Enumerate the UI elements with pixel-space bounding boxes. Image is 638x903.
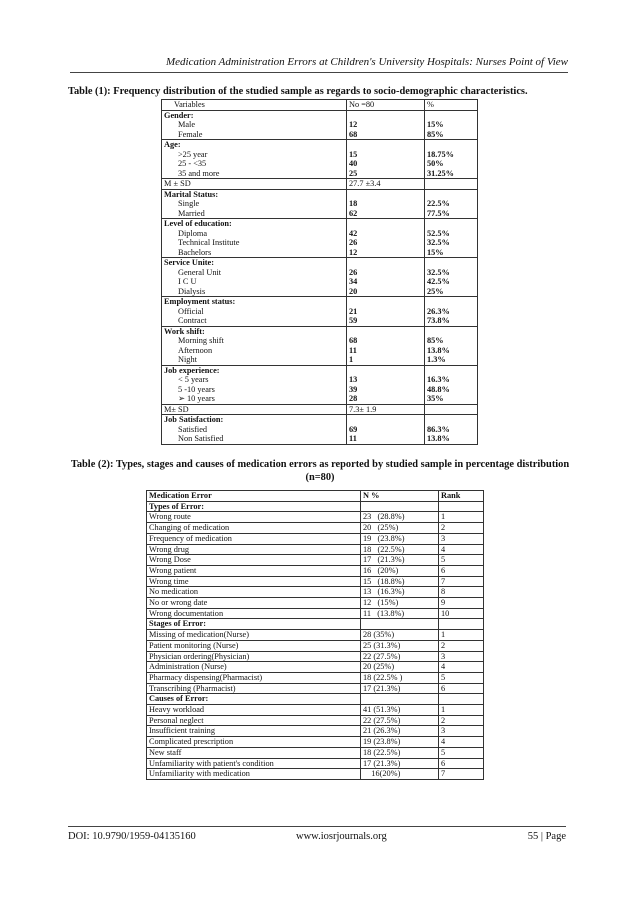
row-percent: 35%	[427, 394, 444, 403]
header-row	[147, 491, 484, 502]
table-row	[147, 683, 484, 694]
error-count: 11 (13.8%)	[361, 608, 439, 619]
spacer	[427, 327, 475, 337]
group-percents-cell	[425, 365, 478, 404]
error-label: No medication	[147, 587, 361, 598]
empty-cell	[361, 694, 439, 705]
table-row	[147, 565, 484, 576]
empty-cell	[361, 501, 439, 512]
row-count: 40	[349, 159, 358, 168]
demographics-table	[161, 99, 478, 445]
row-percent: 25%	[427, 286, 444, 296]
group-labels-cell	[162, 297, 347, 327]
group-percents-cell	[425, 140, 478, 179]
group-labels-cell	[162, 258, 347, 297]
row-label: I C U	[178, 277, 197, 286]
group-row	[162, 219, 478, 258]
error-label: Heavy workload	[147, 705, 361, 716]
stat-value: 7.3± 1.9	[347, 404, 425, 415]
group-row	[162, 179, 478, 190]
row-label: Single	[178, 199, 200, 208]
row-label: General Unit	[178, 267, 222, 277]
group-title: Job experience:	[164, 365, 220, 375]
spacer	[427, 297, 475, 307]
group-counts-cell	[347, 415, 425, 445]
error-count: 25 (31.3%)	[361, 640, 439, 651]
table-row	[147, 512, 484, 523]
row-label: Male	[178, 120, 196, 129]
row-label: ➢ 10 years	[178, 394, 215, 403]
group-counts-cell	[347, 326, 425, 365]
group-row	[162, 140, 478, 179]
row-percent: 26.3%	[427, 306, 450, 316]
table-row	[147, 587, 484, 598]
error-label: Patient monitoring (Nurse)	[147, 640, 361, 651]
error-rank: 8	[439, 587, 484, 598]
group-percents-cell	[425, 110, 478, 140]
error-rank: 2	[439, 715, 484, 726]
stat-label: M ± SD	[162, 179, 347, 190]
group-row	[162, 297, 478, 327]
error-label: Unfamiliarity with medication	[147, 769, 361, 780]
error-count: 19 (23.8%)	[361, 737, 439, 748]
error-label: Missing of medication(Nurse)	[147, 630, 361, 641]
error-rank: 6	[439, 565, 484, 576]
group-labels-cell	[162, 326, 347, 365]
group-percents-cell	[425, 189, 478, 219]
row-percent: 85%	[427, 129, 444, 139]
spacer	[427, 140, 475, 150]
error-label: Unfamiliarity with patient's condition	[147, 758, 361, 769]
row-percent: 15%	[427, 247, 444, 257]
table1-caption: Table (1): Frequency distribution of the studied sample as regards to socio-demographic characteristics.	[68, 86, 528, 97]
stat-label: M± SD	[162, 404, 347, 415]
group-title: Level of education:	[164, 219, 232, 228]
row-label: Night	[178, 355, 197, 364]
row-percent: 13.8%	[427, 345, 450, 355]
group-labels-cell	[162, 110, 347, 140]
spacer	[349, 111, 422, 121]
row-label: 5 -10 years	[178, 384, 215, 394]
table-row	[147, 769, 484, 780]
column-header: No =80	[347, 100, 425, 111]
error-rank: 2	[439, 523, 484, 534]
group-counts-cell	[347, 189, 425, 219]
error-count: 28 (35%)	[361, 630, 439, 641]
row-percent: 42.5%	[427, 277, 450, 286]
empty-cell	[425, 179, 478, 190]
spacer	[349, 297, 422, 307]
error-rank: 3	[439, 533, 484, 544]
group-counts-cell	[347, 110, 425, 140]
error-label: Transcribing (Pharmacist)	[147, 683, 361, 694]
row-label: Bachelors	[178, 247, 212, 257]
error-count: 16 (20%)	[361, 565, 439, 576]
group-percents-cell	[425, 297, 478, 327]
error-count: 18 (22.5%)	[361, 544, 439, 555]
error-count: 22 (27.5%)	[361, 715, 439, 726]
row-percent: 85%	[427, 336, 444, 345]
error-label: No or wrong date	[147, 598, 361, 609]
error-count: 19 (23.8%)	[361, 533, 439, 544]
error-count: 15 (18.8%)	[361, 576, 439, 587]
row-count: 42	[349, 228, 358, 238]
group-title: Employment status:	[164, 297, 236, 306]
group-percents-cell	[425, 258, 478, 297]
error-rank: 7	[439, 576, 484, 587]
error-rank: 9	[439, 598, 484, 609]
row-count: 39	[349, 384, 358, 394]
row-label: Non Satisfied	[178, 434, 224, 443]
empty-cell	[439, 501, 484, 512]
error-label: Wrong Dose	[147, 555, 361, 566]
row-percent: 31.25%	[427, 168, 454, 178]
row-count: 11	[349, 434, 357, 443]
table-row	[147, 715, 484, 726]
error-count: 13 (16.3%)	[361, 587, 439, 598]
error-count: 18 (22.5% )	[361, 672, 439, 683]
row-count: 12	[349, 120, 358, 129]
group-row	[162, 258, 478, 297]
row-label: Female	[178, 129, 203, 139]
error-label: Wrong route	[147, 512, 361, 523]
error-rank: 6	[439, 683, 484, 694]
row-label: Dialysis	[178, 286, 206, 296]
row-label: Satisfied	[178, 424, 208, 434]
group-row	[162, 110, 478, 140]
row-count: 25	[349, 168, 358, 178]
group-counts-cell	[347, 365, 425, 404]
table2-caption: Table (2): Types, stages and causes of medication errors as reported by studied sample in percentage distribution (n=80)	[70, 459, 570, 483]
table-row	[147, 758, 484, 769]
section-row	[147, 694, 484, 705]
row-label: 25 - <35	[178, 159, 207, 168]
section-title: Types of Error:	[147, 501, 361, 512]
group-title: Marital Status:	[164, 189, 219, 199]
error-count: 23 (28.8%)	[361, 512, 439, 523]
spacer	[349, 327, 422, 337]
section-title: Causes of Error:	[147, 694, 361, 705]
spacer	[349, 219, 422, 229]
group-labels-cell	[162, 189, 347, 219]
error-label: New staff	[147, 747, 361, 758]
empty-cell	[439, 619, 484, 630]
error-label: Wrong documentation	[147, 608, 361, 619]
error-rank: 4	[439, 544, 484, 555]
row-percent: 50%	[427, 159, 444, 168]
error-label: Changing of medication	[147, 523, 361, 534]
row-count: 12	[349, 247, 358, 257]
error-count: 20 (25%)	[361, 662, 439, 673]
row-percent: 1.3%	[427, 355, 446, 364]
row-percent: 13.8%	[427, 434, 450, 443]
group-title: Service Unite:	[164, 258, 214, 267]
section-row	[147, 619, 484, 630]
row-percent: 86.3%	[427, 424, 450, 434]
error-rank: 10	[439, 608, 484, 619]
group-percents-cell	[425, 326, 478, 365]
error-rank: 6	[439, 758, 484, 769]
row-count: 20	[349, 286, 358, 296]
group-row	[162, 189, 478, 219]
group-title: Age:	[164, 140, 181, 149]
error-label: Administration (Nurse)	[147, 662, 361, 673]
footer-url: www.iosrjournals.org	[296, 831, 387, 842]
table-row	[147, 747, 484, 758]
row-percent: 77.5%	[427, 208, 450, 218]
group-row	[162, 404, 478, 415]
spacer	[349, 258, 422, 268]
error-rank: 5	[439, 747, 484, 758]
error-count: 18 (22.5%)	[361, 747, 439, 758]
spacer	[427, 190, 475, 200]
running-header: Medication Administration Errors at Children's University Hospitals: Nurses Point of View	[70, 56, 568, 73]
table-row	[147, 533, 484, 544]
medication-errors-table	[146, 490, 484, 780]
column-header: Medication Error	[147, 491, 361, 502]
spacer	[349, 190, 422, 200]
row-percent: 32.5%	[427, 267, 450, 277]
column-header: Variables	[162, 100, 347, 111]
spacer	[427, 366, 475, 376]
row-count: 11	[349, 345, 357, 355]
error-label: Frequency of medication	[147, 533, 361, 544]
group-percents-cell	[425, 219, 478, 258]
table-row	[147, 630, 484, 641]
group-title: Job Satisfaction:	[164, 415, 224, 424]
table-row	[147, 662, 484, 673]
error-rank: 2	[439, 640, 484, 651]
header-row	[162, 100, 478, 111]
error-label: Pharmacy dispensing(Pharmacist)	[147, 672, 361, 683]
group-counts-cell	[347, 219, 425, 258]
row-label: Technical Institute	[178, 238, 240, 247]
row-label: Afternoon	[178, 345, 213, 355]
error-count: 41 (51.3%)	[361, 705, 439, 716]
row-percent: 52.5%	[427, 228, 450, 238]
row-label: Morning shift	[178, 336, 224, 345]
table-row	[147, 598, 484, 609]
page-footer	[68, 826, 566, 847]
row-percent: 16.3%	[427, 375, 450, 384]
empty-cell	[425, 404, 478, 415]
row-count: 26	[349, 267, 358, 277]
spacer	[427, 219, 475, 229]
table-row	[147, 576, 484, 587]
group-counts-cell	[347, 297, 425, 327]
spacer	[427, 415, 475, 425]
spacer	[349, 415, 422, 425]
group-row	[162, 365, 478, 404]
spacer	[349, 366, 422, 376]
row-percent: 22.5%	[427, 199, 450, 208]
row-count: 28	[349, 394, 358, 403]
error-label: Physician ordering(Physician)	[147, 651, 361, 662]
table-row	[147, 523, 484, 534]
row-count: 62	[349, 208, 358, 218]
table-row	[147, 640, 484, 651]
group-labels-cell	[162, 140, 347, 179]
table-row	[147, 737, 484, 748]
row-percent: 48.8%	[427, 384, 450, 394]
error-count: 17 (21.3%)	[361, 758, 439, 769]
group-row	[162, 326, 478, 365]
row-count: 68	[349, 129, 358, 139]
error-rank: 1	[439, 512, 484, 523]
row-percent: 18.75%	[427, 149, 454, 159]
row-count: 15	[349, 149, 358, 159]
error-label: Wrong patient	[147, 565, 361, 576]
stat-value: 27.7 ±3.4	[347, 179, 425, 190]
row-percent: 73.8%	[427, 316, 450, 325]
group-percents-cell	[425, 415, 478, 445]
group-labels-cell	[162, 219, 347, 258]
group-counts-cell	[347, 258, 425, 297]
empty-cell	[361, 619, 439, 630]
error-count: 17 (21.3%)	[361, 555, 439, 566]
error-label: Complicated prescription	[147, 737, 361, 748]
group-counts-cell	[347, 140, 425, 179]
table-row	[147, 544, 484, 555]
row-count: 34	[349, 277, 358, 286]
spacer	[349, 140, 422, 150]
table-row	[147, 705, 484, 716]
footer-doi: DOI: 10.9790/1959-04135160	[68, 831, 196, 842]
table-row	[147, 651, 484, 662]
section-row	[147, 501, 484, 512]
error-rank: 7	[439, 769, 484, 780]
row-count: 13	[349, 375, 358, 384]
row-label: Diploma	[178, 228, 208, 238]
column-header: %	[425, 100, 478, 111]
error-count: 12 (15%)	[361, 598, 439, 609]
row-label: < 5 years	[178, 375, 209, 384]
group-row	[162, 415, 478, 445]
error-rank: 1	[439, 705, 484, 716]
row-label: Official	[178, 306, 204, 316]
footer-page-number: 55 | Page	[527, 831, 566, 842]
error-rank: 5	[439, 672, 484, 683]
table-row	[147, 608, 484, 619]
row-percent: 32.5%	[427, 238, 450, 247]
row-count: 26	[349, 238, 358, 247]
error-rank: 3	[439, 726, 484, 737]
column-header: N %	[361, 491, 439, 502]
error-rank: 4	[439, 737, 484, 748]
error-rank: 5	[439, 555, 484, 566]
error-rank: 1	[439, 630, 484, 641]
error-rank: 3	[439, 651, 484, 662]
error-count: 22 (27.5%)	[361, 651, 439, 662]
empty-cell	[439, 694, 484, 705]
table-row	[147, 672, 484, 683]
error-count: 16(20%)	[361, 769, 439, 780]
row-count: 21	[349, 306, 358, 316]
group-labels-cell	[162, 415, 347, 445]
row-percent: 15%	[427, 120, 444, 129]
error-rank: 4	[439, 662, 484, 673]
error-count: 17 (21.3%)	[361, 683, 439, 694]
row-label: Married	[178, 208, 205, 218]
row-count: 69	[349, 424, 358, 434]
group-labels-cell	[162, 365, 347, 404]
row-count: 59	[349, 316, 358, 325]
row-label: 35 and more	[178, 168, 220, 178]
row-count: 1	[349, 355, 354, 364]
column-header: Rank	[439, 491, 484, 502]
error-label: Personal neglect	[147, 715, 361, 726]
table-row	[147, 555, 484, 566]
row-label: Contract	[178, 316, 207, 325]
error-label: Insufficient training	[147, 726, 361, 737]
group-title: Gender:	[164, 110, 194, 120]
error-label: Wrong time	[147, 576, 361, 587]
row-count: 18	[349, 199, 358, 208]
section-title: Stages of Error:	[147, 619, 361, 630]
spacer	[427, 111, 475, 121]
table-row	[147, 726, 484, 737]
group-title: Work shift:	[164, 326, 205, 336]
spacer	[427, 258, 475, 268]
error-label: Wrong drug	[147, 544, 361, 555]
error-count: 21 (26.3%)	[361, 726, 439, 737]
row-label: >25 year	[178, 149, 208, 159]
row-count: 68	[349, 336, 358, 345]
error-count: 20 (25%)	[361, 523, 439, 534]
